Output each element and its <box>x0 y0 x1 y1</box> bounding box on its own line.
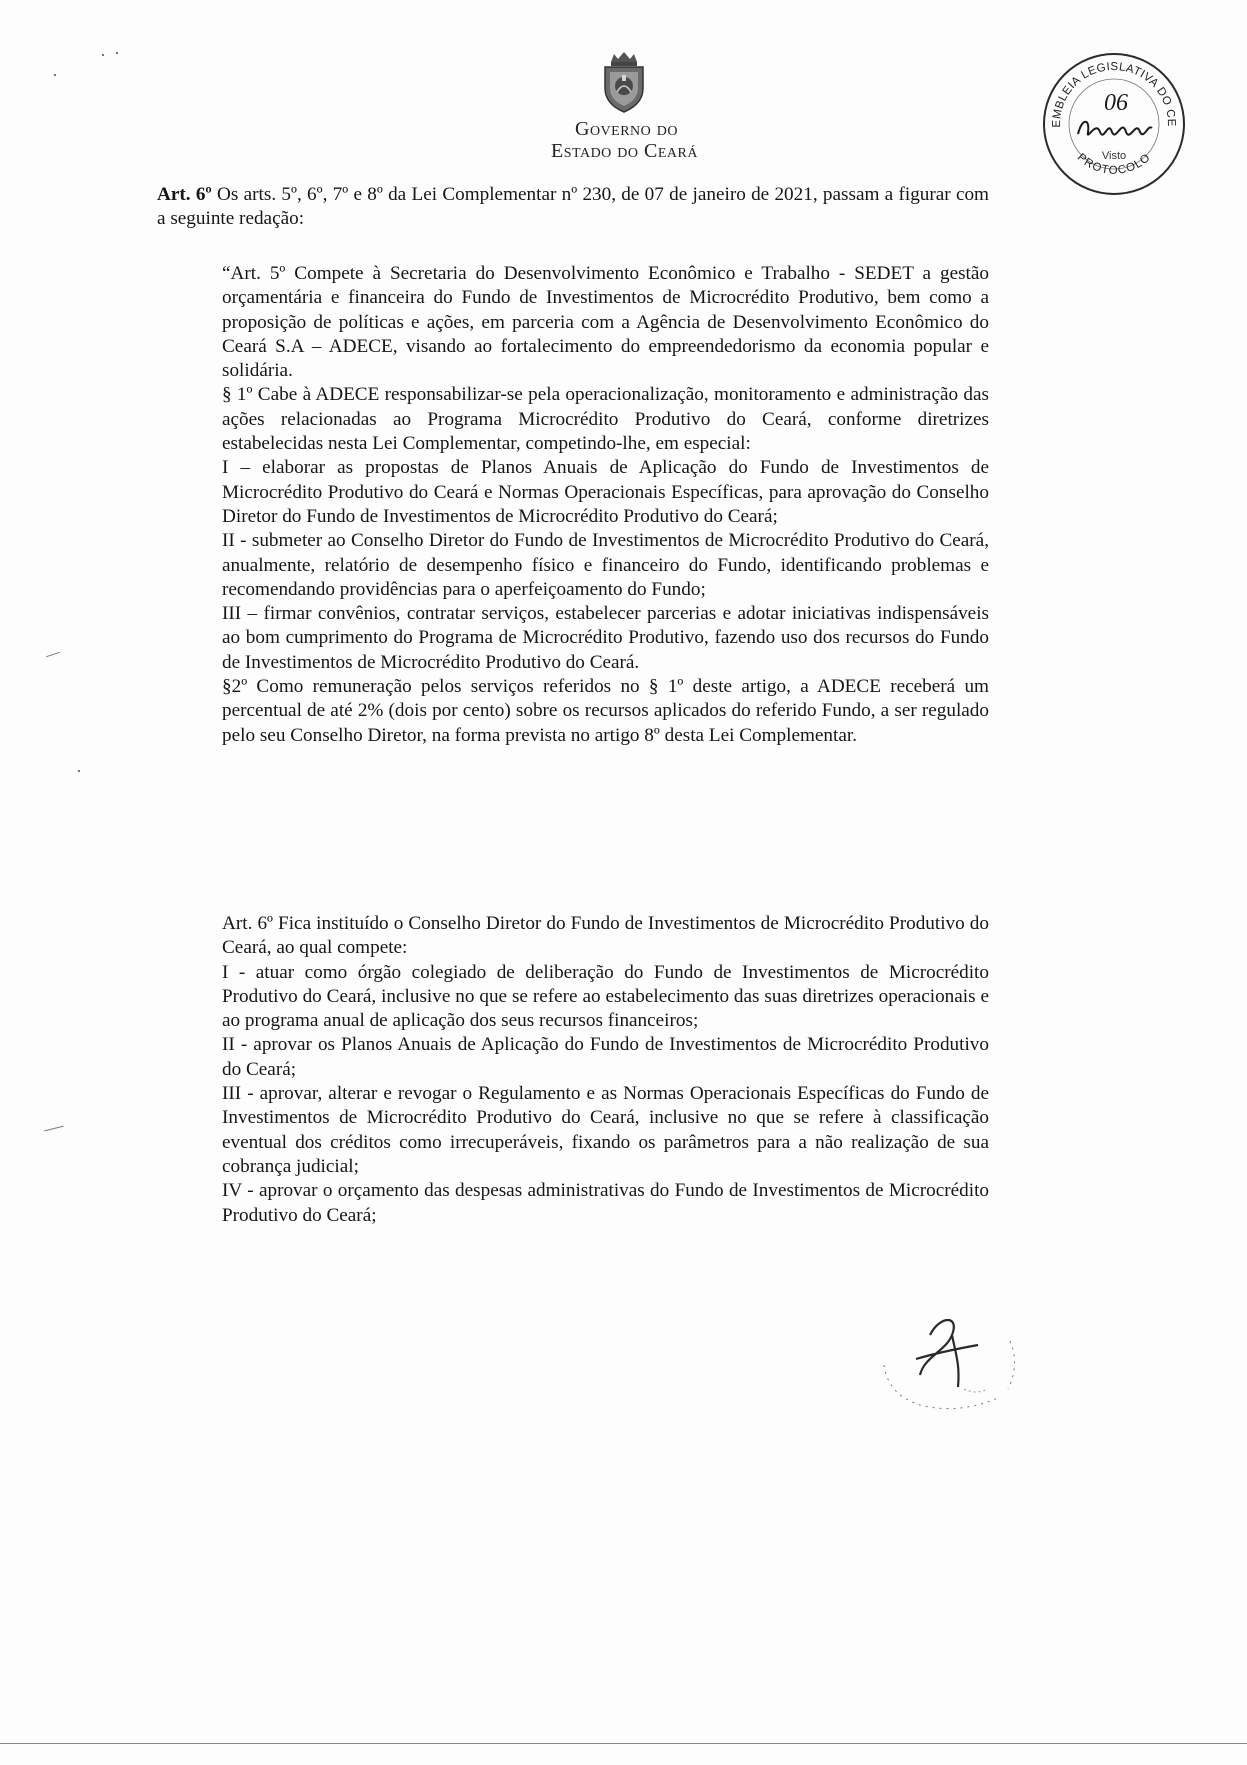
article-5-paragraph-1: § 1º Cabe à ADECE responsabilizar-se pela operacionalização, monitoramento e administração das ações relacionadas ao Programa Microcrédito Produtivo do Ceará, conforme diretrizes estabelecidas nesta Lei Complementar, competindo-lhe, em especial: <box>222 384 989 455</box>
scan-mark <box>44 1126 64 1132</box>
article-6-item-iii: III - aprovar, alterar e revogar o Regulamento e as Normas Operacionais Específicas do Fundo de Investimentos de Microcrédito Produtivo do Ceará, inclusive no que se refere à classificação eventual dos créditos como irrecuperáveis, fixando os parâmetros para a não realização de sua cobrança judicial; <box>222 1083 989 1177</box>
article-6-intro <box>157 183 989 232</box>
article-intro-text: Os arts. 5º, 6º, 7º e 8º da Lei Complementar nº 230, de 07 de janeiro de 2021, passam a figurar com a seguinte redação: <box>157 184 989 230</box>
article-5-block <box>222 262 989 748</box>
stamp-number: 06 <box>1104 90 1128 116</box>
scan-mark <box>46 652 60 657</box>
article-6-item-ii: II - aprovar os Planos Anuais de Aplicação do Fundo de Investimentos de Microcrédito Produtivo do Ceará; <box>222 1034 989 1080</box>
header-line-1: Governo do <box>575 118 678 140</box>
article-6-item-iv: IV - aprovar o orçamento das despesas administrativas do Fundo de Investimentos de Microcrédito Produtivo do Ceará; <box>222 1180 989 1226</box>
protocol-stamp <box>1038 48 1190 200</box>
article-6-block <box>222 912 989 1228</box>
scan-mark <box>78 770 80 772</box>
coat-of-arms-icon <box>597 50 651 114</box>
article-6-caput: Art. 6º Fica instituído o Conselho Diretor do Fundo de Investimentos de Microcrédito Produtivo do Ceará, ao qual compete: <box>222 913 989 959</box>
scan-mark <box>116 52 118 54</box>
handwritten-signature <box>860 1305 1032 1417</box>
stamp-bottom-text: PROTOCOLO <box>1074 151 1154 177</box>
article-label: Art. 6º <box>157 184 212 205</box>
scan-mark <box>54 74 56 76</box>
header-line-2: Estado do Ceará <box>551 140 698 162</box>
article-5-caput: “Art. 5º Compete à Secretaria do Desenvolvimento Econômico e Trabalho - SEDET a gestão orçamentária e financeira do Fundo de Investimentos de Microcrédito Produtivo, bem como a proposição de políticas e ações, em parceria com a Agência de Desenvolvimento Econômico do Ceará S.A – ADECE, visando ao fortalecimento do empreendedorismo da economia popular e solidária. <box>222 263 989 382</box>
article-5-item-ii: II - submeter ao Conselho Diretor do Fundo de Investimentos de Microcrédito Produtivo do Ceará, anualmente, relatório de desempenho físico e financeiro do Fundo, identificando problemas e recomendando providências para o aperfeiçoamento do Fundo; <box>222 530 989 600</box>
protocol-stamp-seal <box>1038 48 1190 200</box>
scan-mark <box>102 54 104 56</box>
stamp-visto-label: Visto <box>1101 150 1127 162</box>
article-5-item-i: I – elaborar as propostas de Planos Anuais de Aplicação do Fundo de Investimentos de Microcrédito Produtivo do Ceará e Normas Operacionais Específicas, para aprovação do Conselho Diretor do Fundo de Investimentos de Microcrédito Produtivo do Ceará; <box>222 457 989 527</box>
article-5-paragraph-2: §2º Como remuneração pelos serviços referidos no § 1º deste artigo, a ADECE receberá um percentual de até 2% (dois por cento) sobre os recursos aplicados do referido Fundo, a ser regulado pelo seu Conselho Diretor, na forma prevista no artigo 8º desta Lei Complementar. <box>222 676 989 746</box>
stamp-signature-scribble <box>1078 122 1152 135</box>
page-bottom-edge <box>0 1743 1247 1744</box>
article-5-item-iii: III – firmar convênios, contratar serviços, estabelecer parcerias e adotar iniciativas indispensáveis ao bom cumprimento do Programa de Microcrédito Produtivo, fazendo uso dos recursos do Fundo de Investimentos de Microcrédito Produtivo do Ceará. <box>222 603 989 673</box>
stamp-top-text: EMBLEIA LEGISLATIVA DO CE <box>1050 60 1178 128</box>
article-6-item-i: I - atuar como órgão colegiado de deliberação do Fundo de Investimentos de Microcrédito Produtivo do Ceará, inclusive no que se refere ao estabelecimento das suas diretrizes operacionais e ao programa anual de aplicação dos seus recursos financeiros; <box>222 961 989 1032</box>
